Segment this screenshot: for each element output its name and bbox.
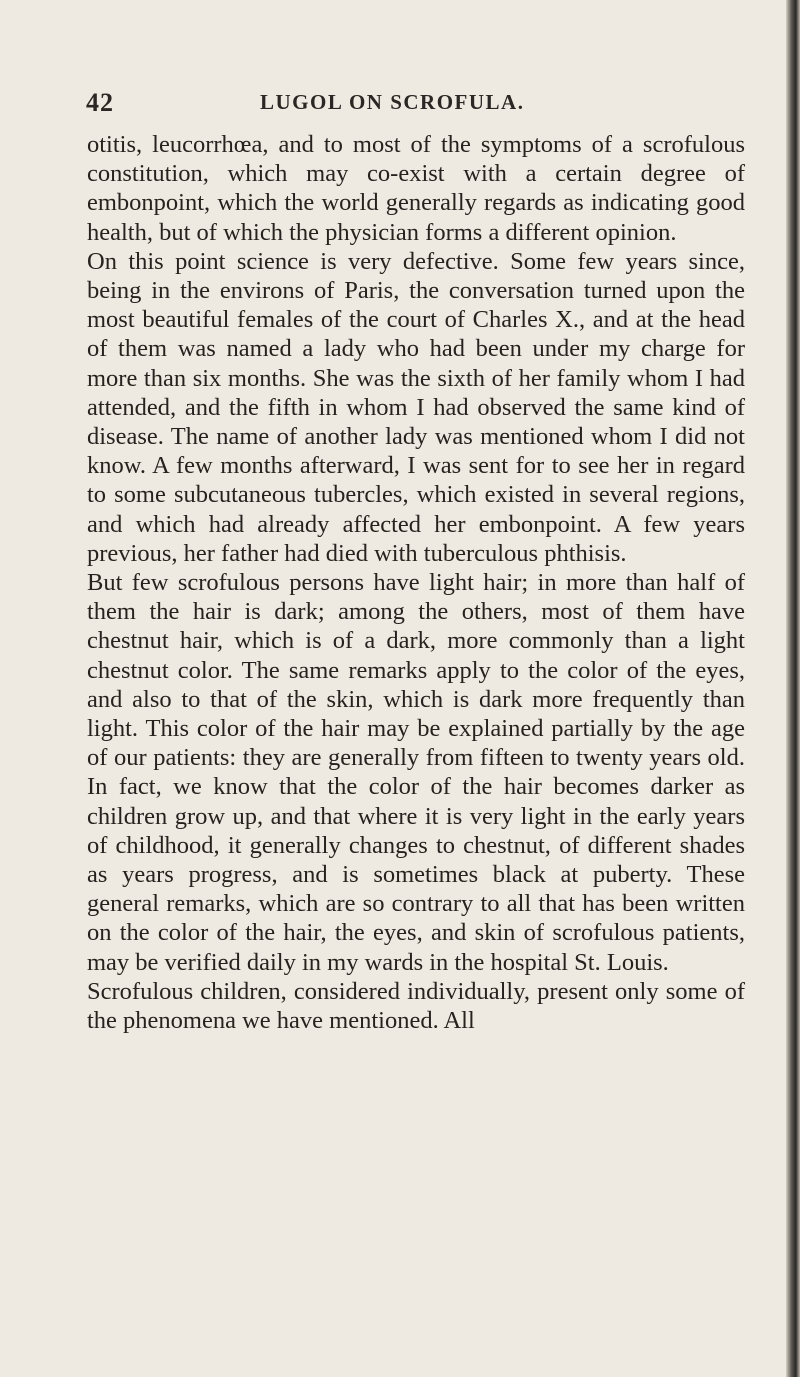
page-edge-shadow [786,0,800,1377]
paragraph: otitis, leucorrhœa, and to most of the symptoms of a scrofulous constitution, which may co-exist with a certain degree of embonpoint, which the world generally regards as indicating good health, but of which the physician forms a different opinion. [87,131,745,246]
running-head-title: LUGOL ON SCROFULA. [260,90,525,114]
page-number: 42 [86,88,114,117]
paragraph: But few scrofulous persons have light hair; in more than half of them the hair is dark; among the others, most of them have chestnut hair, which is of a dark, more commonly than a light chestnut color. The same remarks apply to the color of the eyes, and also to that of the skin, which is dark more frequently than light. This color of the hair may be explained partially by the age of our patients: they are generally from fifteen to twenty years old. In fact, we know that the color of the hair becomes darker as children grow up, and that where it is very light in the early years of childhood, it generally changes to chestnut, of different shades as years progress, and is sometimes black at puberty. These general remarks, which are so contrary to all that has been written on the color of the hair, the eyes, and skin of scrofulous patients, may be verified daily in my wards in the hospital St. Louis. [87,569,745,976]
paragraph: On this point science is very defective. Some few years since, being in the environs of Paris, the conversation turned upon the most beautiful females of the court of Charles X., and at the head of them was named a lady who had been under my charge for more than six months. She was the sixth of her family whom I had attended, and the fifth in whom I had observed the same kind of disease. The name of another lady was mentioned whom I did not know. A few months afterward, I was sent for to see her in regard to some subcutaneous tubercles, which existed in several regions, and which had already affected her embonpoint. A few years previous, her father had died with tuberculous phthisis. [87,247,745,567]
body-text [87,130,745,1035]
running-head [86,88,746,128]
paragraph: Scrofulous children, considered individually, present only some of the phenomena we have mentioned. All [87,977,745,1035]
